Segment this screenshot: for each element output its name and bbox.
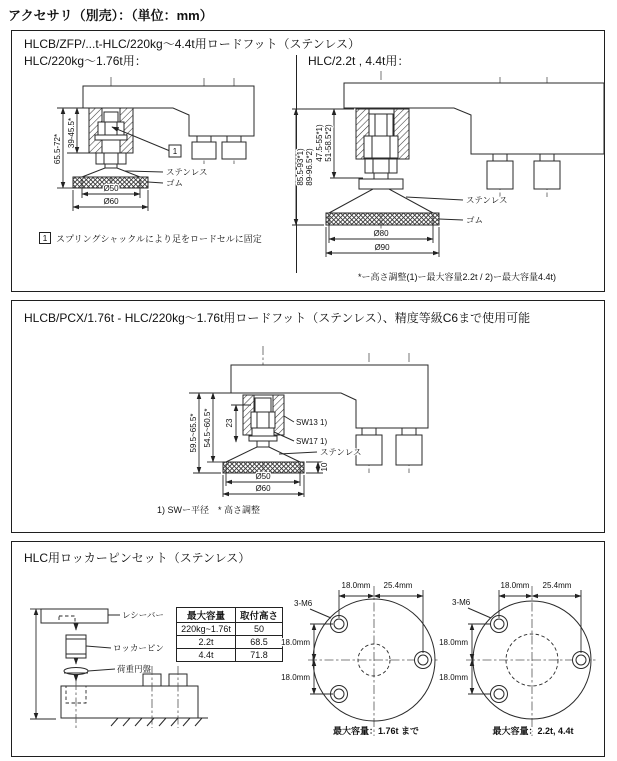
foot-cone	[82, 168, 140, 177]
note-marker: 1	[39, 232, 51, 244]
part-label-stainless: ステンレス	[320, 447, 362, 457]
dim-label: Ø60	[103, 197, 119, 206]
part-label-sw13: SW13 1)	[296, 418, 328, 427]
part-label-rocker-pin: ロッカーピン	[113, 643, 164, 653]
dim-label: 39-45.5*	[67, 117, 76, 149]
loadfoot-large-diagram	[291, 69, 616, 265]
section3-panel	[11, 541, 605, 757]
dim-label: 18.0mm	[500, 581, 530, 590]
part-label-sw17: SW17 1)	[296, 437, 328, 446]
section1-right-note: *ー高さ調整(1)ー最大容量2.2t / 2)ー最大容量4.4t)	[357, 272, 557, 282]
section3-title: HLC用ロッカーピンセット（ステンレス）	[24, 551, 251, 565]
dim-label: 51-58.5*2)	[324, 124, 333, 162]
page-title: アクセサリ（別売）：（単位：mm）	[8, 8, 213, 23]
dim-label: 85.5-93*1)	[296, 148, 305, 186]
capacity-caption: 最大容量：1.76t まで	[332, 726, 420, 736]
table-header-capacity: 最大容量	[177, 608, 236, 623]
dim-label: 47.5-55*1)	[315, 124, 324, 162]
cell-height: 68.5	[236, 636, 283, 649]
dim-label: Ø60	[255, 484, 271, 493]
bolt-spec-label: 3-M6	[294, 599, 313, 608]
part-label-load-disc: 荷重円盤	[117, 664, 152, 674]
section1-title: HLCB/ZFP/...t-HLC/220kg～4.4t用ロードフット（ステンレス）	[24, 37, 361, 51]
dim-label: 10	[320, 462, 329, 472]
dim-label: 65.5-72*	[53, 133, 62, 165]
part-label-receiver: レシーバー	[122, 610, 164, 620]
cell-height: 50	[236, 623, 283, 636]
section2-panel	[11, 300, 605, 533]
dim-label: 18.0mm	[439, 638, 468, 647]
ground-hatching	[111, 718, 202, 726]
dim-label: 18.0mm	[281, 638, 310, 647]
dim-label: 18.0mm	[439, 673, 468, 682]
part-label-stainless: ステンレス	[166, 167, 208, 177]
dim-label: 54.5~60.5*	[203, 408, 212, 448]
dim-label: Ø50	[255, 472, 271, 481]
section1-left-subtitle: HLC/220kg～1.76t用：	[24, 54, 147, 68]
table-header-height: 取付高さ	[236, 608, 283, 623]
bolt-circle-diagram-2	[439, 581, 596, 736]
rocker-pin-part	[66, 635, 86, 658]
dim-label: Ø50	[103, 184, 119, 193]
capacity-caption: 最大容量：2.2t, 4.4t	[492, 726, 574, 736]
dim-label: 89-96.5*2)	[305, 148, 314, 186]
bolt-spec-label: 3-M6	[452, 598, 471, 607]
cell-capacity: 2.2t	[177, 636, 236, 649]
section1-left-note: 1 スプリングシャックルにより足をロードセルに固定	[39, 232, 262, 245]
dim-label: 18.0mm	[281, 673, 310, 682]
dim-label: Ø80	[373, 229, 389, 238]
dim-label: 18.0mm	[341, 581, 371, 590]
table-row	[177, 623, 283, 636]
table-row	[177, 636, 283, 649]
cell-height: 71.8	[236, 649, 283, 662]
spec-table	[176, 607, 283, 662]
rubber-pad	[326, 213, 439, 225]
part-label-rubber: ゴム	[466, 215, 484, 225]
bolt-circle-diagram-1	[281, 581, 438, 736]
section2-note: 1) SWー平径 * 高さ調整	[157, 505, 261, 515]
cell-capacity: 220kg~1.76t	[177, 623, 236, 636]
part-label-stainless: ステンレス	[466, 195, 508, 205]
loadfoot-pcx-diagram	[151, 338, 491, 503]
dim-label: 25.4mm	[542, 581, 572, 590]
callout-1: 1	[172, 147, 178, 156]
table-row	[177, 649, 283, 662]
dim-label: Ø90	[374, 243, 390, 252]
section1-right-subtitle: HLC/2.2t , 4.4t用：	[308, 54, 410, 68]
section2-title: HLCB/PCX/1.76t - HLC/220kg～1.76t用ロードフット（ステンレス）、精度等級C6まで使用可能	[24, 311, 531, 325]
cell-capacity: 4.4t	[177, 649, 236, 662]
foot-cone	[226, 447, 300, 462]
dim-label: 23	[225, 418, 234, 428]
dim-label: 59.5~65.5*	[189, 413, 198, 453]
foot-cone	[329, 189, 433, 213]
section1-panel	[11, 30, 605, 292]
loadfoot-small-diagram	[21, 74, 293, 226]
loadcell-body	[61, 686, 198, 718]
bolt-circle-diagrams	[281, 574, 604, 756]
dim-label: 25.4mm	[383, 581, 413, 590]
part-label-rubber: ゴム	[166, 178, 184, 188]
